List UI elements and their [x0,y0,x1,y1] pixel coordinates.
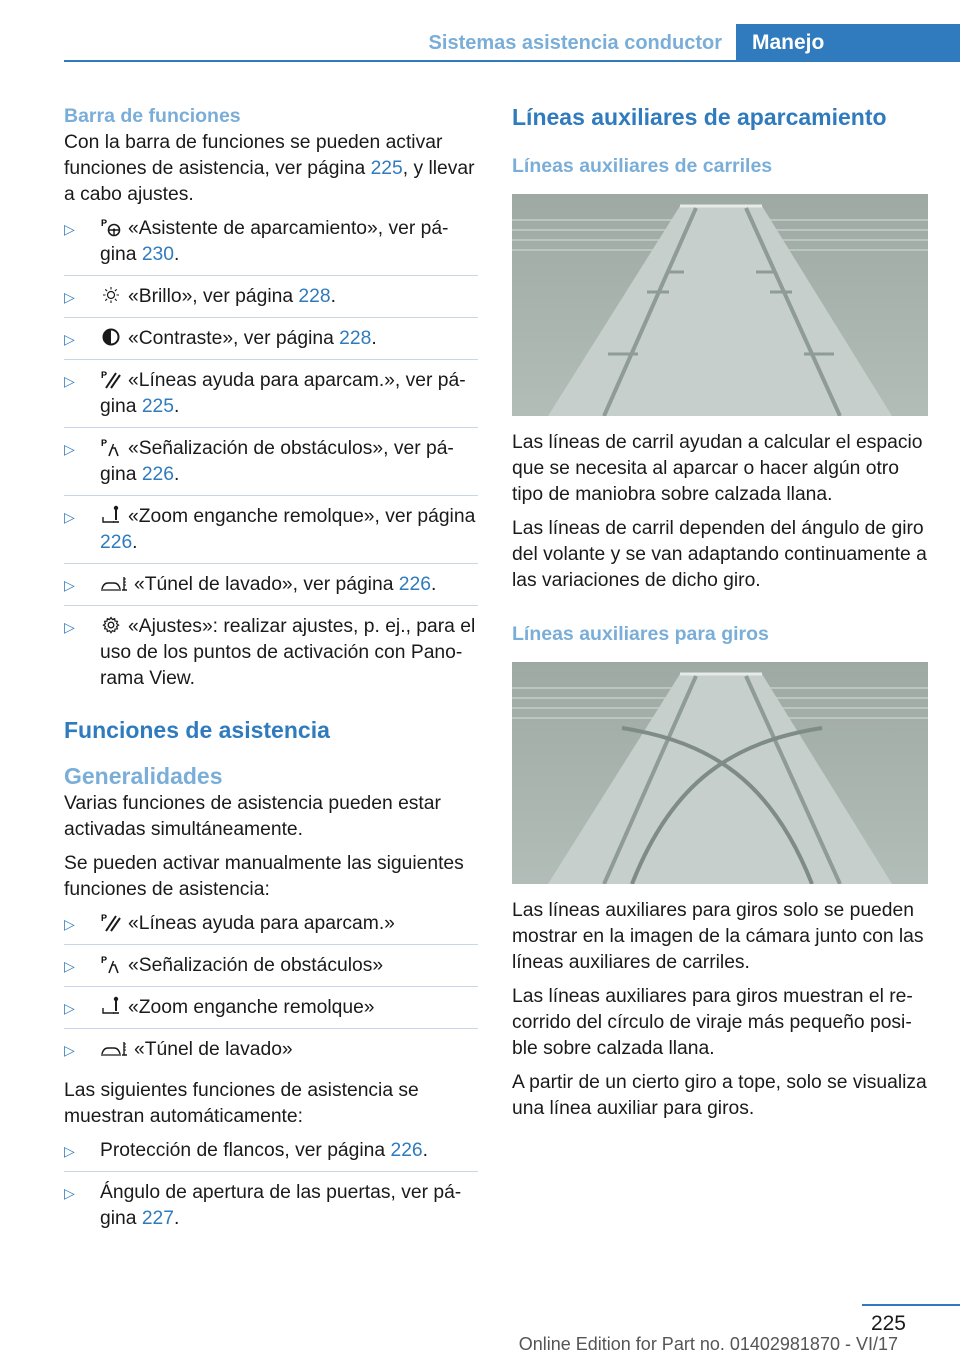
list-item: ▷ P «Líneas ayuda para aparcam.», ver página 225. [64,368,478,428]
car-wash-icon [100,1038,128,1058]
header-rule [64,60,960,62]
list-item: ▷ «Zoom enganche remolque» [64,995,478,1029]
trailer-hitch-icon [100,505,122,525]
edition-note: Online Edition for Part no. 01402981870 - VI/17 [518,1334,898,1354]
brightness-icon [100,285,122,305]
list-item: ▷ P «Señalización de obstáculos» [64,953,478,987]
parking-lines-icon [100,912,122,932]
page-link[interactable]: 227 [141,1208,174,1229]
list-item: ▷ Ángulo de apertura de las puertas, ver página 227. [64,1182,462,1229]
page-link[interactable]: 226 [390,1140,423,1161]
triangle-bullet-icon: ▷ [64,577,75,593]
right-column [512,100,930,1130]
page-link[interactable]: 228 [298,286,331,307]
paragraph: Se pueden activar manualmente las siguientes funciones de asistencia: [64,853,464,900]
obstacle-marking-icon [100,437,122,457]
triangle-bullet-icon: ▷ [64,373,75,389]
triangle-bullet-icon: ▷ [64,1000,75,1016]
page-link[interactable]: 225 [141,396,174,417]
parking-lines-icon [100,369,122,389]
turn-lines-illustration [512,662,928,884]
paragraph: Las líneas auxiliares para giros solo se pueden mostrar en la imagen de la cámara junto con las líneas auxiliares de carriles. [512,900,924,973]
triangle-bullet-icon: ▷ [64,509,75,525]
list-item: ▷ P «Asistente de aparcamiento», ver página 230. [64,216,478,276]
page-link[interactable]: 225 [370,158,403,179]
svg-text:P: P [101,218,108,228]
list-item: ▷ P «Señalización de obstáculos», ver página 226. [64,436,478,496]
car-wash-icon [100,573,128,593]
list-item: ▷ «Brillo», ver página 228. [64,284,478,318]
paragraph: A partir de un cierto giro a tope, solo se visualiza una línea auxiliar para giros. [512,1072,927,1119]
page-header [0,0,960,66]
manual-list [64,911,478,1070]
triangle-bullet-icon: ▷ [64,958,75,974]
heading-lineas-auxiliares: Líneas auxiliares de aparcamiento [512,104,887,130]
settings-gear-icon [100,615,122,635]
footer-rule [862,1304,960,1306]
triangle-bullet-icon: ▷ [64,1042,75,1058]
parking-assistant-icon [100,217,122,237]
contrast-icon [100,327,122,347]
triangle-bullet-icon: ▷ [64,916,75,932]
page-link[interactable]: 228 [339,328,372,349]
paragraph: Las líneas auxiliares para giros muestran el recorrido del círculo de viraje más pequeño posible sobre calzada llana. [512,986,913,1059]
paragraph: Las líneas de carril ayudan a calcular el espacio que se necesita al aparcar o hacer algún otro tipo de maniobra sobre calzada llana. [512,432,923,505]
heading-lineas-giros: Líneas auxiliares para giros [512,623,769,645]
paragraph: Las líneas de carril dependen del ángulo de giro del volante y se van adaptando continuamente a las variaciones de dicho giro. [512,518,927,591]
heading-barra-funciones: Barra de funciones [64,105,241,127]
page-link[interactable]: 226 [398,574,431,595]
list-item: ▷ «Túnel de lavado», ver página 226. [64,572,478,606]
auto-list [64,1138,478,1239]
svg-text:P: P [101,370,108,380]
lane-lines-illustration [512,194,928,416]
heading-generalidades: Generalidades [64,763,223,789]
left-column [64,100,478,1247]
list-item: ▷ «Túnel de lavado» [64,1037,478,1070]
barra-list [64,216,478,699]
paragraph: Varias funciones de asistencia pueden estar activadas simultáneamente. [64,793,441,840]
svg-text:P: P [101,913,108,923]
list-item: ▷ «Contraste», ver página 228. [64,326,478,360]
page-link[interactable]: 226 [141,464,174,485]
obstacle-marking-icon [100,954,122,974]
triangle-bullet-icon: ▷ [64,331,75,347]
barra-intro: Con la barra de funciones se pueden activar funciones de asistencia, ver página 225, y llevar a cabo ajustes. [64,132,475,205]
heading-funciones-asistencia: Funciones de asistencia [64,717,330,743]
svg-text:P: P [101,955,108,965]
triangle-bullet-icon: ▷ [64,619,75,635]
trailer-hitch-icon [100,996,122,1016]
triangle-bullet-icon: ▷ [64,441,75,457]
list-item: ▷ Protección de flancos, ver página 226. [64,1138,478,1172]
page-link[interactable]: 226 [100,532,133,553]
triangle-bullet-icon: ▷ [64,1143,75,1159]
triangle-bullet-icon: ▷ [64,289,75,305]
page-number: 225 [870,1312,906,1335]
chapter-tab: Manejo [736,24,960,62]
svg-text:P: P [101,438,108,448]
list-item: ▷ «Zoom enganche remolque», ver página 226. [64,504,478,564]
heading-lineas-carriles: Líneas auxiliares de carriles [512,155,773,177]
page-link[interactable]: 230 [141,244,174,265]
triangle-bullet-icon: ▷ [64,1185,75,1201]
section-title: Sistemas asistencia conductor [428,32,722,54]
paragraph: Las siguientes funciones de asistencia se muestran automáticamente: [64,1080,419,1127]
triangle-bullet-icon: ▷ [64,221,75,237]
list-item: ▷ P «Líneas ayuda para aparcam.» [64,911,478,945]
list-item: ▷ «Ajustes»: realizar ajustes, p. ej., para el uso de los puntos de activación con Panorama View. [64,616,476,689]
